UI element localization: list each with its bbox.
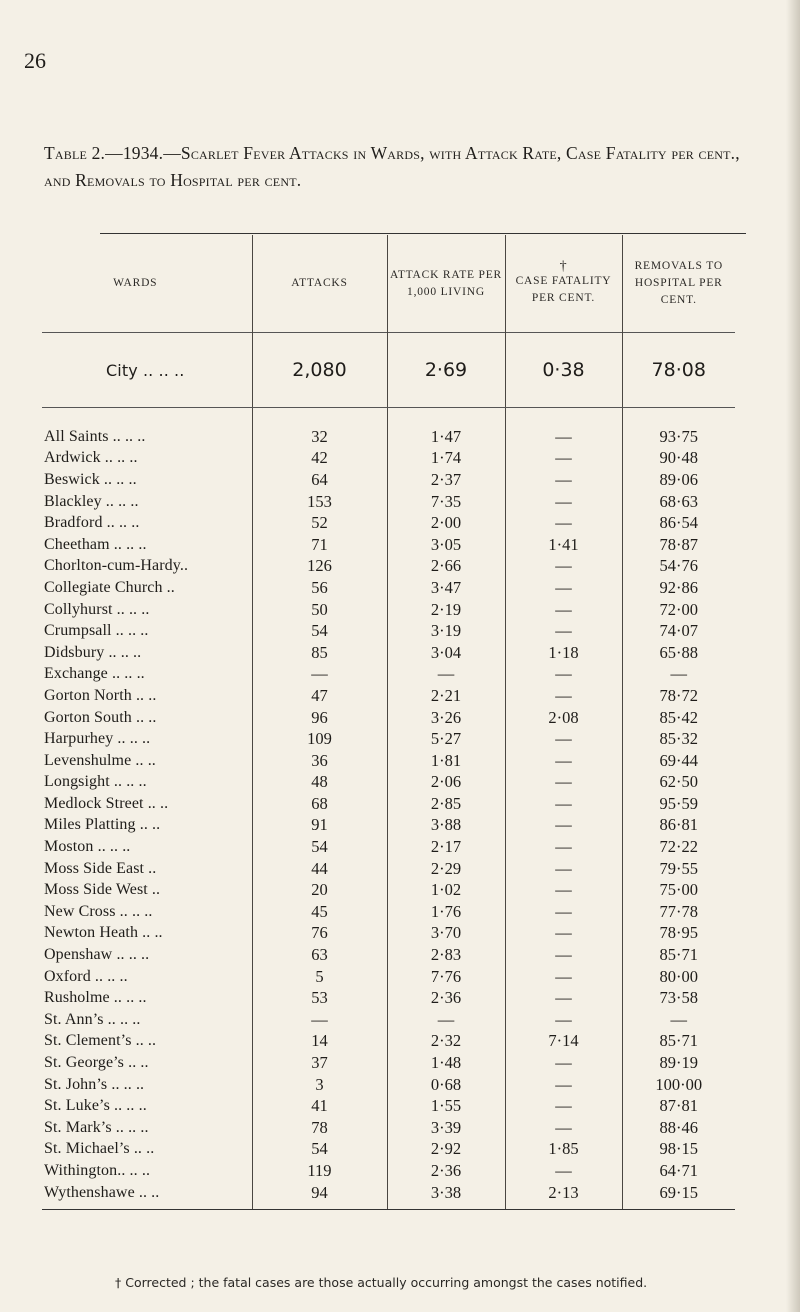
- attack-rate-cell: 1·55: [387, 1095, 505, 1117]
- case-fatality-cell: 1·18: [505, 642, 622, 664]
- case-fatality-cell: 7·14: [505, 1031, 622, 1053]
- case-fatality-cell: —: [505, 1117, 622, 1139]
- table-row: [42, 836, 735, 858]
- ward-name: Wythenshawe .. ..: [42, 1182, 252, 1210]
- page-edge-shadow: [786, 0, 800, 1312]
- case-fatality-cell: —: [505, 879, 622, 901]
- removals-cell: 73·58: [622, 987, 735, 1009]
- attacks-cell: 48: [252, 772, 387, 794]
- attack-rate-cell: 3·19: [387, 620, 505, 642]
- table-row: [42, 707, 735, 729]
- removals-cell: 75·00: [622, 879, 735, 901]
- city-removals: 78·08: [622, 333, 735, 408]
- attacks-cell: 20: [252, 879, 387, 901]
- case-fatality-cell: —: [505, 426, 622, 448]
- removals-cell: 100·00: [622, 1074, 735, 1096]
- removals-cell: 72·22: [622, 836, 735, 858]
- attacks-cell: 54: [252, 1139, 387, 1161]
- removals-cell: 89·06: [622, 469, 735, 491]
- table-row: [42, 491, 735, 513]
- attack-rate-cell: 2·32: [387, 1031, 505, 1053]
- case-fatality-cell: —: [505, 901, 622, 923]
- table-row: [42, 815, 735, 837]
- attacks-cell: 126: [252, 556, 387, 578]
- attack-rate-cell: 3·39: [387, 1117, 505, 1139]
- attack-rate-cell: 2·83: [387, 944, 505, 966]
- removals-cell: 69·15: [622, 1182, 735, 1210]
- attacks-cell: 36: [252, 750, 387, 772]
- ward-name: Didsbury .. .. ..: [44, 643, 142, 661]
- removals-cell: 78·72: [622, 685, 735, 707]
- attacks-cell: 68: [252, 793, 387, 815]
- attacks-cell: 63: [252, 944, 387, 966]
- attacks-cell: 54: [252, 836, 387, 858]
- attack-rate-cell: 3·26: [387, 707, 505, 729]
- attack-rate-cell: 3·70: [387, 923, 505, 945]
- table-row: [42, 1095, 735, 1117]
- table-row: [42, 966, 735, 988]
- table-row: [42, 901, 735, 923]
- ward-name: St. George’s .. ..: [44, 1054, 149, 1072]
- removals-cell: —: [622, 1009, 735, 1031]
- city-fatality: 0·38: [505, 333, 622, 408]
- removals-cell: 78·87: [622, 534, 735, 556]
- top-rule: [100, 233, 746, 234]
- removals-cell: 85·71: [622, 1031, 735, 1053]
- ward-name: Bradford .. .. ..: [44, 514, 140, 532]
- ward-name: St. John’s .. .. ..: [44, 1075, 145, 1093]
- ward-name: Miles Platting .. ..: [44, 816, 161, 834]
- table-row: [42, 879, 735, 901]
- case-fatality-cell: —: [505, 512, 622, 534]
- table-row: [42, 1031, 735, 1053]
- header-row: [42, 235, 735, 333]
- table-title: Table 2.—1934.—Scarlet Fever Attacks in Wards, with Attack Rate, Case Fatality per cent., and Removals to Hospital per cent.: [44, 143, 740, 190]
- case-fatality-cell: —: [505, 1160, 622, 1182]
- attacks-cell: 91: [252, 815, 387, 837]
- case-fatality-cell: —: [505, 836, 622, 858]
- header-case-fatality: [505, 235, 622, 333]
- removals-cell: 95·59: [622, 793, 735, 815]
- attacks-cell: 5: [252, 966, 387, 988]
- table-row: [42, 448, 735, 470]
- table-row: [42, 642, 735, 664]
- scarlet-fever-table: [42, 235, 735, 1210]
- attacks-cell: 96: [252, 707, 387, 729]
- removals-cell: 85·71: [622, 944, 735, 966]
- removals-cell: 54·76: [622, 556, 735, 578]
- ward-name: Chorlton-cum-Hardy..: [44, 557, 189, 575]
- removals-cell: 74·07: [622, 620, 735, 642]
- ward-name: Moss Side West ..: [44, 881, 161, 899]
- attacks-cell: 54: [252, 620, 387, 642]
- ward-name: St. Clement’s .. ..: [44, 1032, 157, 1050]
- case-fatality-cell: —: [505, 448, 622, 470]
- attack-rate-cell: 2·66: [387, 556, 505, 578]
- case-fatality-cell: —: [505, 491, 622, 513]
- attack-rate-cell: 1·74: [387, 448, 505, 470]
- case-fatality-cell: —: [505, 620, 622, 642]
- ward-name: Crumpsall .. .. ..: [44, 622, 149, 640]
- header-case-fatality-label: CASE FATALITY PER CENT.: [515, 274, 612, 304]
- ward-name: Medlock Street .. ..: [44, 794, 169, 812]
- attack-rate-cell: 2·36: [387, 1160, 505, 1182]
- table-row: [42, 1139, 735, 1161]
- case-fatality-cell: —: [505, 858, 622, 880]
- ward-name: Collyhurst .. .. ..: [44, 600, 150, 618]
- table-row: [42, 620, 735, 642]
- removals-cell: 65·88: [622, 642, 735, 664]
- attacks-cell: 41: [252, 1095, 387, 1117]
- city-attacks: 2,080: [252, 333, 387, 408]
- case-fatality-cell: —: [505, 750, 622, 772]
- ward-name: Withington.. .. ..: [44, 1161, 151, 1179]
- attacks-cell: 85: [252, 642, 387, 664]
- attack-rate-cell: 0·68: [387, 1074, 505, 1096]
- case-fatality-cell: —: [505, 1095, 622, 1117]
- attacks-cell: 44: [252, 858, 387, 880]
- attack-rate-cell: 1·81: [387, 750, 505, 772]
- table-row: [42, 858, 735, 880]
- attack-rate-cell: —: [387, 664, 505, 686]
- ward-name: Rusholme .. .. ..: [44, 989, 147, 1007]
- ward-name: St. Mark’s .. .. ..: [44, 1118, 149, 1136]
- ward-name: Exchange .. .. ..: [44, 665, 145, 683]
- table-row: [42, 772, 735, 794]
- case-fatality-cell: —: [505, 599, 622, 621]
- removals-cell: 68·63: [622, 491, 735, 513]
- case-fatality-cell: —: [505, 772, 622, 794]
- attacks-cell: 47: [252, 685, 387, 707]
- attack-rate-cell: 7·35: [387, 491, 505, 513]
- case-fatality-cell: —: [505, 815, 622, 837]
- ward-name: Cheetham .. .. ..: [44, 535, 147, 553]
- header-wards: WARDS: [113, 277, 158, 289]
- dagger-mark: †: [559, 258, 568, 274]
- table-row: [42, 599, 735, 621]
- removals-cell: 80·00: [622, 966, 735, 988]
- attacks-cell: —: [252, 664, 387, 686]
- ward-name: Moston .. .. ..: [44, 838, 131, 856]
- table-row: [42, 1052, 735, 1074]
- ward-name: Newton Heath .. ..: [44, 924, 163, 942]
- removals-cell: 69·44: [622, 750, 735, 772]
- city-name: City .. .. ..: [42, 333, 252, 408]
- removals-cell: 62·50: [622, 772, 735, 794]
- case-fatality-cell: —: [505, 793, 622, 815]
- removals-cell: 98·15: [622, 1139, 735, 1161]
- table-row: [42, 1074, 735, 1096]
- attack-rate-cell: 1·76: [387, 901, 505, 923]
- attacks-cell: 50: [252, 599, 387, 621]
- removals-cell: 77·78: [622, 901, 735, 923]
- table-row: [42, 426, 735, 448]
- case-fatality-cell: —: [505, 664, 622, 686]
- attacks-cell: 78: [252, 1117, 387, 1139]
- case-fatality-cell: —: [505, 923, 622, 945]
- attack-rate-cell: 7·76: [387, 966, 505, 988]
- removals-cell: 88·46: [622, 1117, 735, 1139]
- case-fatality-cell: 2·13: [505, 1182, 622, 1210]
- attacks-cell: 37: [252, 1052, 387, 1074]
- case-fatality-cell: —: [505, 944, 622, 966]
- table-row: [42, 512, 735, 534]
- ward-name: Levenshulme .. ..: [44, 751, 156, 769]
- attack-rate-cell: 3·47: [387, 577, 505, 599]
- table-row: [42, 1117, 735, 1139]
- removals-cell: 86·81: [622, 815, 735, 837]
- attack-rate-cell: 2·19: [387, 599, 505, 621]
- case-fatality-cell: 1·41: [505, 534, 622, 556]
- table-body: [42, 333, 735, 1210]
- case-fatality-cell: —: [505, 966, 622, 988]
- spacer-row: [42, 408, 735, 427]
- case-fatality-cell: —: [505, 1009, 622, 1031]
- attack-rate-cell: 3·04: [387, 642, 505, 664]
- attacks-cell: 56: [252, 577, 387, 599]
- ward-name: Blackley .. .. ..: [44, 492, 139, 510]
- ward-name: Collegiate Church ..: [44, 578, 175, 596]
- ward-name: Gorton North .. ..: [44, 686, 157, 704]
- removals-cell: 89·19: [622, 1052, 735, 1074]
- removals-cell: 86·54: [622, 512, 735, 534]
- removals-cell: 78·95: [622, 923, 735, 945]
- attacks-cell: 53: [252, 987, 387, 1009]
- table-row: [42, 728, 735, 750]
- attacks-cell: 76: [252, 923, 387, 945]
- ward-name: Beswick .. .. ..: [44, 470, 137, 488]
- ward-name: Harpurhey .. .. ..: [44, 730, 151, 748]
- attack-rate-cell: 2·92: [387, 1139, 505, 1161]
- attack-rate-cell: 2·29: [387, 858, 505, 880]
- removals-cell: 85·42: [622, 707, 735, 729]
- attack-rate-cell: 2·21: [387, 685, 505, 707]
- attack-rate-cell: 2·06: [387, 772, 505, 794]
- header-removals: REMOVALS TO HOSPITAL PER CENT.: [622, 235, 735, 333]
- case-fatality-cell: —: [505, 728, 622, 750]
- table-row: [42, 577, 735, 599]
- attacks-cell: 14: [252, 1031, 387, 1053]
- table-row: [42, 469, 735, 491]
- attack-rate-cell: 2·17: [387, 836, 505, 858]
- case-fatality-cell: 2·08: [505, 707, 622, 729]
- attack-rate-cell: 2·36: [387, 987, 505, 1009]
- attacks-cell: 52: [252, 512, 387, 534]
- table-row: [42, 987, 735, 1009]
- removals-cell: 72·00: [622, 599, 735, 621]
- table-row: [42, 750, 735, 772]
- table-row: [42, 685, 735, 707]
- ward-name: Gorton South .. ..: [44, 708, 157, 726]
- ward-name: St. Michael’s .. ..: [44, 1140, 155, 1158]
- attack-rate-cell: 5·27: [387, 728, 505, 750]
- attacks-cell: 71: [252, 534, 387, 556]
- city-row: [42, 333, 735, 408]
- case-fatality-cell: —: [505, 1074, 622, 1096]
- removals-cell: 92·86: [622, 577, 735, 599]
- table-row: [42, 1182, 735, 1210]
- removals-cell: 85·32: [622, 728, 735, 750]
- table-row: [42, 923, 735, 945]
- attacks-cell: 32: [252, 426, 387, 448]
- table-row: [42, 534, 735, 556]
- table-row: [42, 793, 735, 815]
- case-fatality-cell: —: [505, 556, 622, 578]
- attack-rate-cell: 2·00: [387, 512, 505, 534]
- table-row: [42, 1009, 735, 1031]
- case-fatality-cell: —: [505, 685, 622, 707]
- ward-name: Moss Side East ..: [44, 859, 157, 877]
- header-attack-rate: ATTACK RATE PER 1,000 LIVING: [387, 235, 505, 333]
- footnote: † Corrected ; the fatal cases are those actually occurring amongst the cases notified.: [115, 1275, 648, 1290]
- table-row: [42, 1160, 735, 1182]
- attack-rate-cell: —: [387, 1009, 505, 1031]
- attack-rate-cell: 2·37: [387, 469, 505, 491]
- removals-cell: 90·48: [622, 448, 735, 470]
- attacks-cell: —: [252, 1009, 387, 1031]
- page-number: 26: [24, 48, 46, 73]
- attack-rate-cell: 3·88: [387, 815, 505, 837]
- attacks-cell: 3: [252, 1074, 387, 1096]
- ward-name: Oxford .. .. ..: [44, 967, 128, 985]
- ward-name: Longsight .. .. ..: [44, 773, 147, 791]
- attack-rate-cell: 1·02: [387, 879, 505, 901]
- removals-cell: 79·55: [622, 858, 735, 880]
- attacks-cell: 45: [252, 901, 387, 923]
- attacks-cell: 94: [252, 1182, 387, 1210]
- case-fatality-cell: 1·85: [505, 1139, 622, 1161]
- table-row: [42, 556, 735, 578]
- attack-rate-cell: 1·47: [387, 426, 505, 448]
- attacks-cell: 42: [252, 448, 387, 470]
- ward-name: St. Luke’s .. .. ..: [44, 1097, 147, 1115]
- ward-name: All Saints .. .. ..: [44, 427, 146, 445]
- attack-rate-cell: 1·48: [387, 1052, 505, 1074]
- attacks-cell: 64: [252, 469, 387, 491]
- case-fatality-cell: —: [505, 1052, 622, 1074]
- case-fatality-cell: —: [505, 577, 622, 599]
- ward-name: St. Ann’s .. .. ..: [44, 1010, 141, 1028]
- case-fatality-cell: —: [505, 469, 622, 491]
- attacks-cell: 119: [252, 1160, 387, 1182]
- ward-name: Ardwick .. .. ..: [44, 449, 138, 467]
- table-row: [42, 664, 735, 686]
- table-row: [42, 944, 735, 966]
- attack-rate-cell: 3·05: [387, 534, 505, 556]
- city-rate: 2·69: [387, 333, 505, 408]
- attack-rate-cell: 2·85: [387, 793, 505, 815]
- attack-rate-cell: 3·38: [387, 1182, 505, 1210]
- header-attacks: ATTACKS: [252, 235, 387, 333]
- ward-name: New Cross .. .. ..: [44, 902, 153, 920]
- attacks-cell: 109: [252, 728, 387, 750]
- removals-cell: —: [622, 664, 735, 686]
- removals-cell: 93·75: [622, 426, 735, 448]
- removals-cell: 64·71: [622, 1160, 735, 1182]
- case-fatality-cell: —: [505, 987, 622, 1009]
- attacks-cell: 153: [252, 491, 387, 513]
- removals-cell: 87·81: [622, 1095, 735, 1117]
- ward-name: Openshaw .. .. ..: [44, 946, 150, 964]
